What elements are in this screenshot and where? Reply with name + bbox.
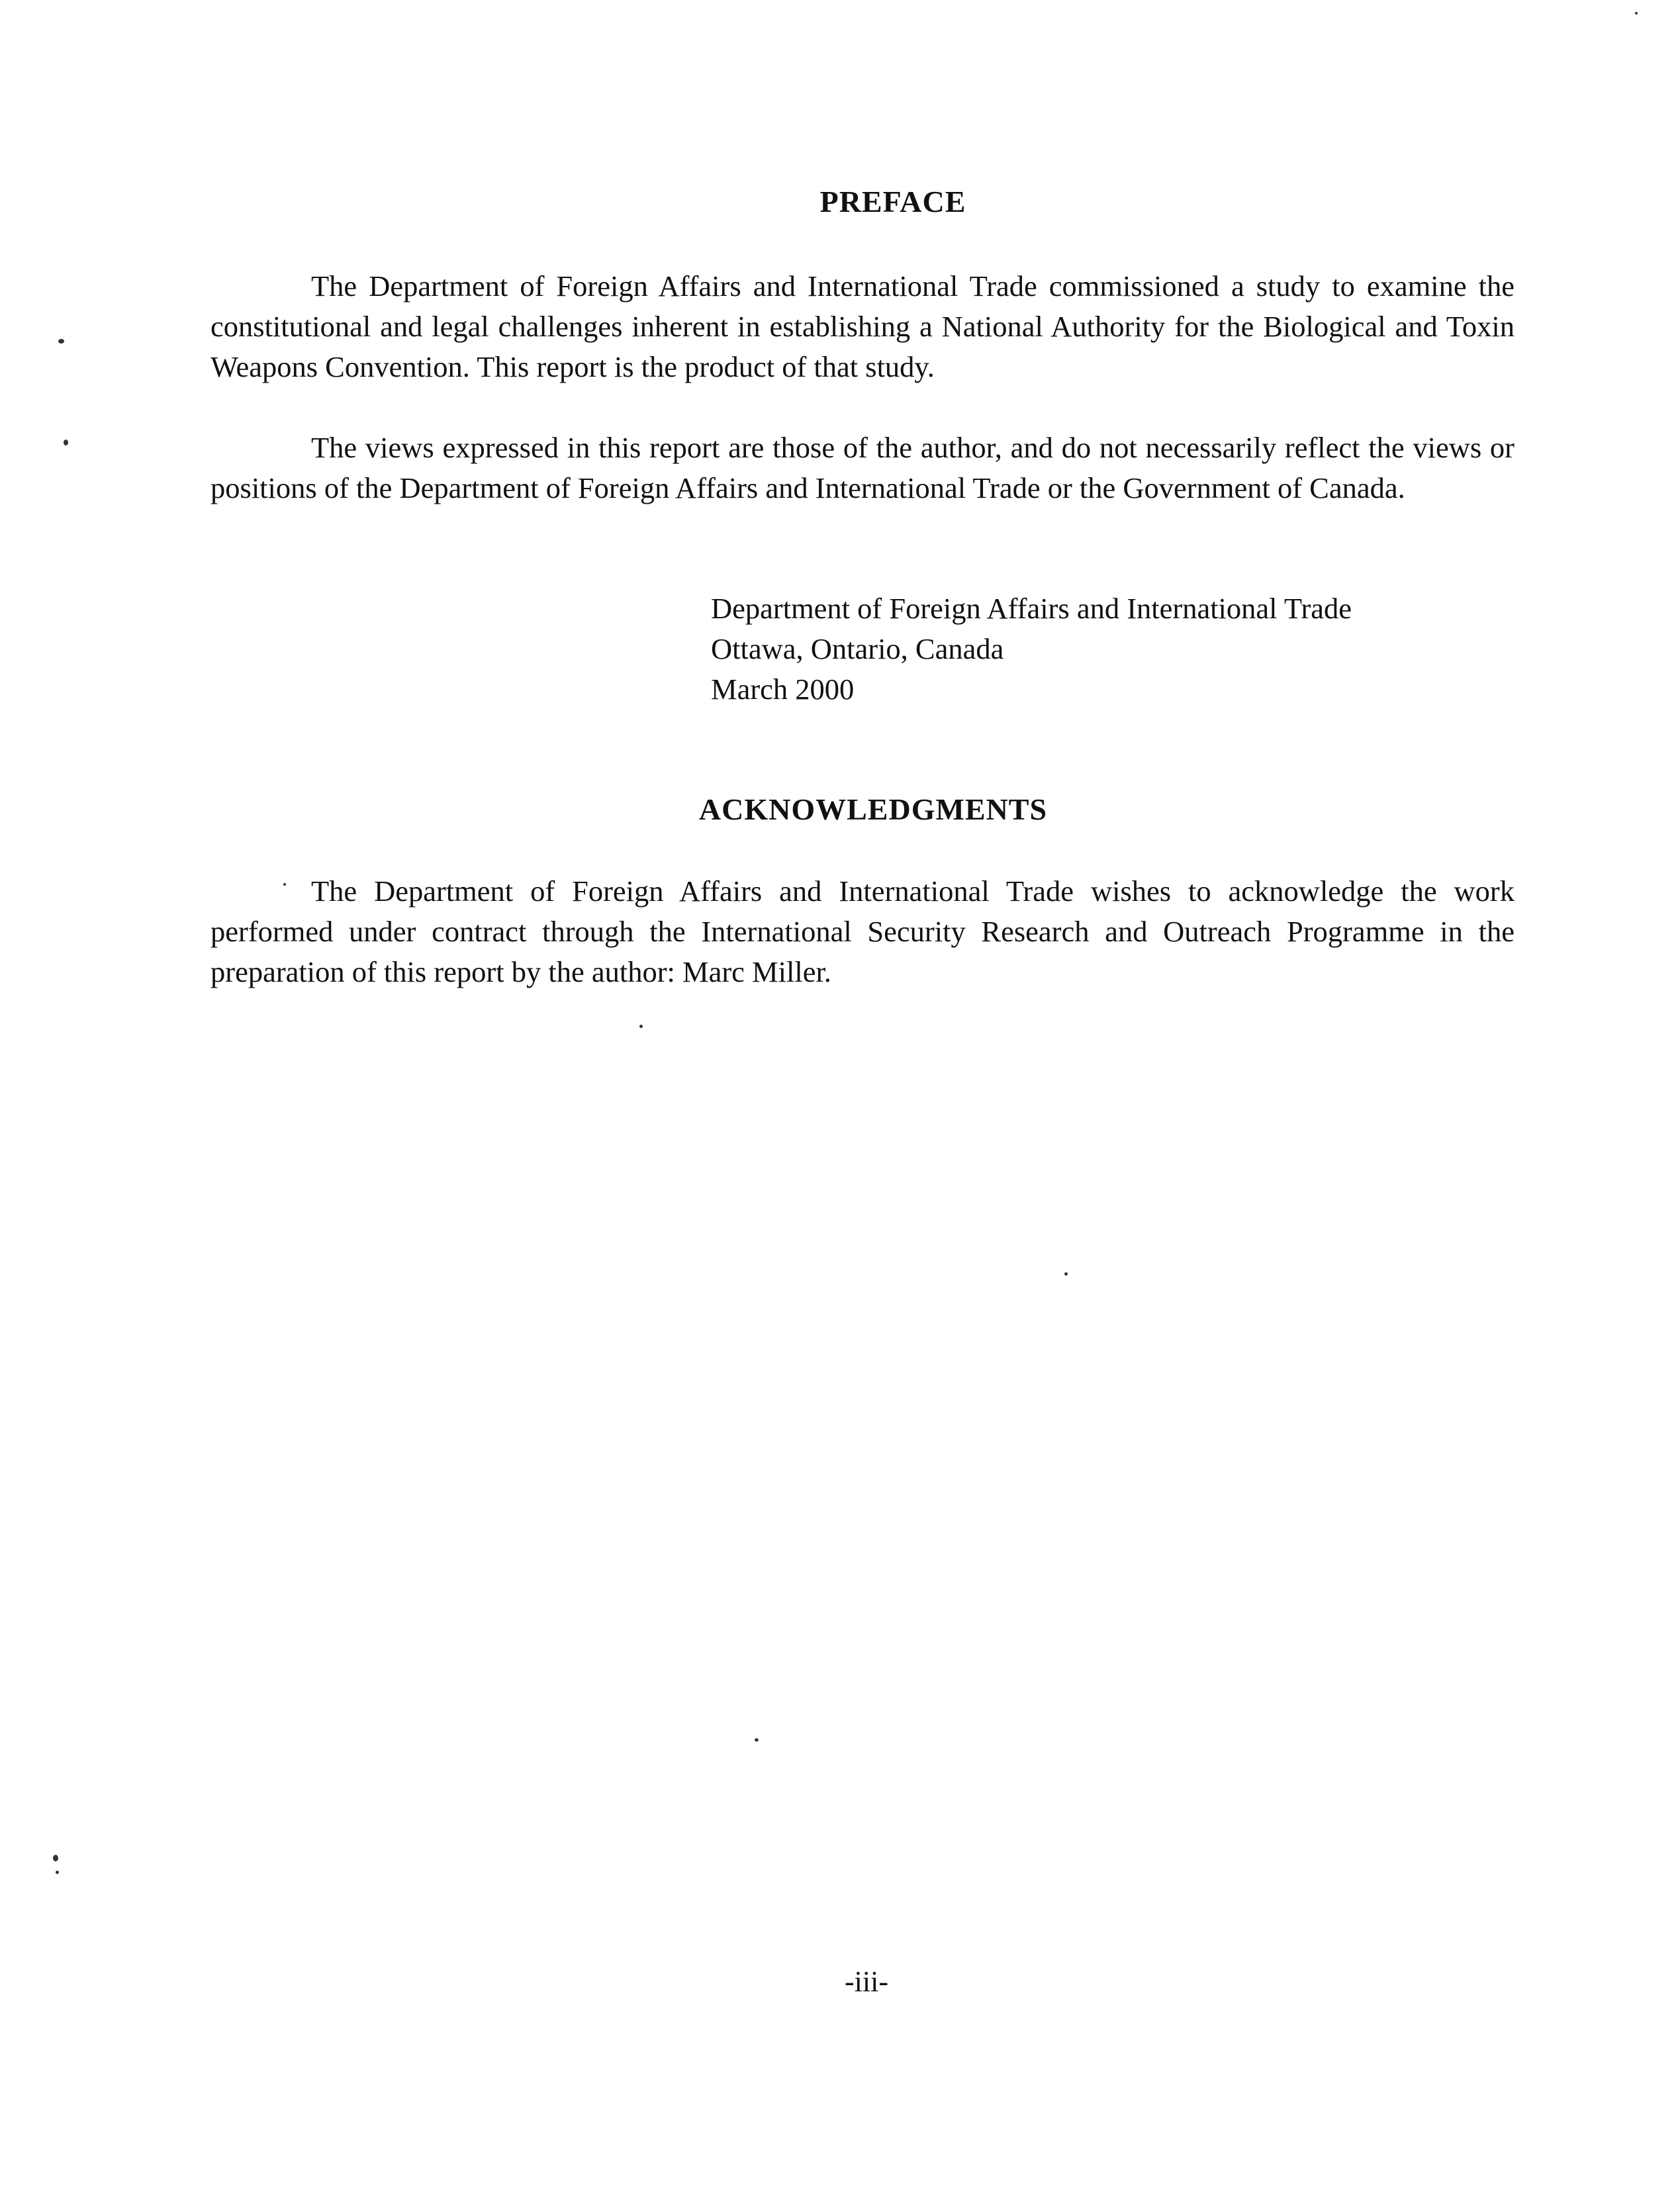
signature-location: Ottawa, Ontario, Canada <box>711 632 1004 665</box>
acknowledgments-heading: ACKNOWLEDGMENTS <box>698 792 1048 826</box>
page-number: -iii- <box>845 1965 888 1998</box>
scan-speck <box>755 1738 759 1742</box>
scan-speck <box>1635 12 1638 15</box>
preface-signature-block <box>711 588 1352 710</box>
scan-speck <box>64 440 68 445</box>
scan-speck <box>58 339 64 344</box>
scan-speck <box>1064 1272 1068 1276</box>
preface-heading: PREFACE <box>819 185 966 218</box>
acknowledgments-paragraph: The Department of Foreign Affairs and International Trade wishes to acknowledge the work performed under contract through the International Security Research and Outreach Programme in the preparation of this report by the author: Marc Miller. <box>210 874 1515 988</box>
scan-speck <box>639 1025 643 1028</box>
preface-paragraph-2: The views expressed in this report are those of the author, and do not necessarily reflect the views or positions of the Department of Foreign Affairs and International Trade or the Government of Canada. <box>210 431 1515 504</box>
signature-department: Department of Foreign Affairs and International Trade <box>711 592 1352 625</box>
scan-speck <box>56 1871 59 1874</box>
preface-paragraph-1: The Department of Foreign Affairs and International Trade commissioned a study to examine the constitutional and legal challenges inherent in establishing a National Authority for the Biological and Toxin Weapons Convention. This report is the product of that study. <box>210 269 1515 383</box>
scan-speck <box>53 1855 58 1861</box>
scan-speck <box>283 883 286 886</box>
signature-date: March 2000 <box>711 673 855 706</box>
